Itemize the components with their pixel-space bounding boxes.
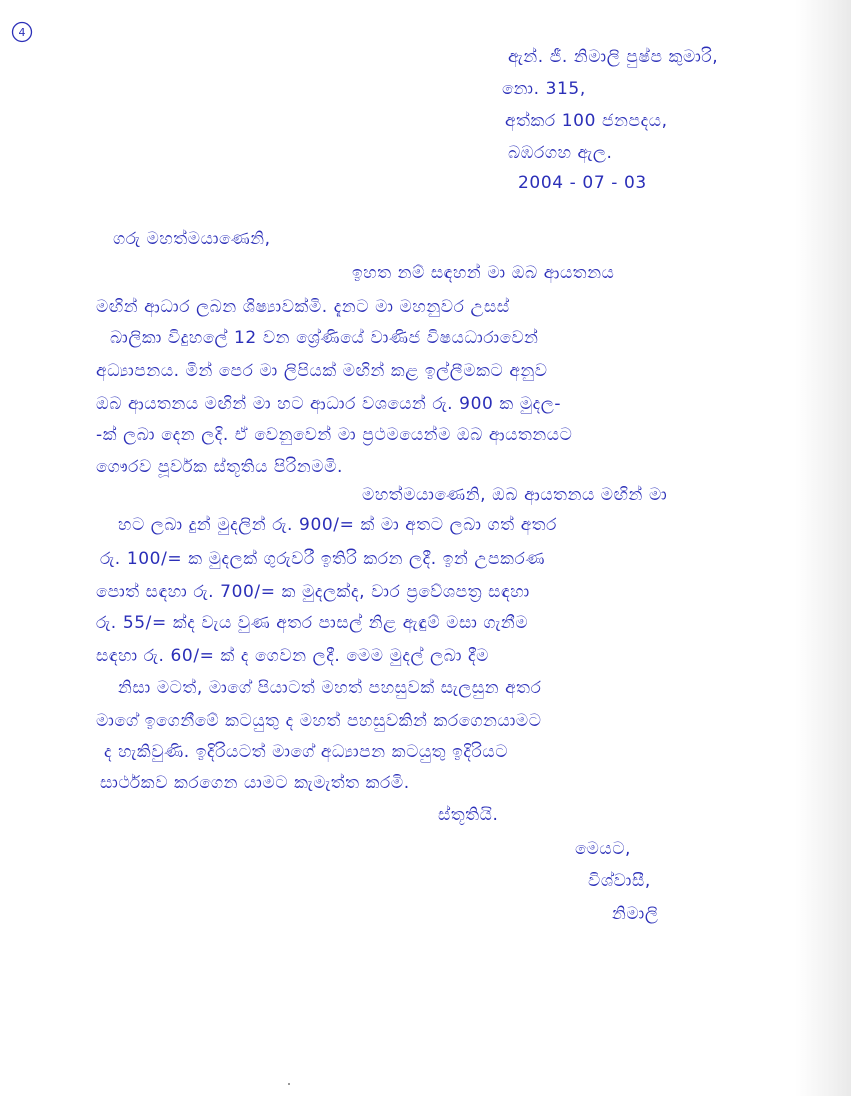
sender-village: අත්කර 100 ජනපදය,: [505, 111, 668, 131]
page-number: 4: [18, 26, 26, 39]
closing-line-1: මෙයට,: [575, 839, 632, 859]
paragraph-1-line: ඔබ ආයතනය මඟින් මා හට ආධාර වශයෙන් රු. 900 ක මුදල-: [96, 394, 562, 414]
signature: නිමාලි: [612, 904, 659, 924]
paragraph-2-line: මහත්මයාණෙනි, ඔබ ආයතනය මඟින් මා: [362, 485, 668, 505]
paragraph-2-line: රු. 55/= ක්ද වැය වුණ අතර පාසල් නිළ ඇඳුම් මසා ගැනීම: [96, 613, 529, 633]
scan-edge-shadow: [795, 0, 851, 1096]
paragraph-1-line: ඉහත නම් සඳහන් මා ඔබ ආයතනය: [352, 263, 615, 283]
sender-number: නො. 315,: [502, 79, 586, 99]
scan-speck: [288, 1083, 290, 1085]
thanks-line: ස්තූතියි.: [438, 805, 499, 825]
letter-date: 2004 - 07 - 03: [518, 173, 647, 193]
paragraph-1-line: බාලිකා විදුහලේ 12 වන ශ්‍රේණියේ වාණිජ විෂයධාරාවෙන්: [110, 328, 539, 348]
page-number-circle: [10, 20, 34, 44]
paragraph-2-line: ද හැකිවුණි. ඉදිරියටත් මාගේ අධ්‍යාපන කටයුතු ඉදිරියට: [104, 742, 509, 762]
paragraph-1-line: මඟින් ආධාර ලබන ශිෂ්‍යාවක්මි. දැනට මා මහනුවර උසස්: [96, 297, 510, 317]
closing-line-2: විශ්වාසී,: [588, 871, 651, 891]
paragraph-2-line: සාර්ථකව කරගෙන යාමට කැමැත්ත කරමි.: [100, 773, 410, 793]
paragraph-1-line: අධ්‍යාපනය. මින් පෙර මා ලිපියක් මඟින් කළ ඉල්ලීමකට අනුව: [96, 361, 548, 381]
paragraph-2-line: සඳහා රු. 60/= ක් ද ගෙවන ලදී. මෙම මුදල් ලබා දීම: [96, 646, 490, 666]
paragraph-2-line: නිසා මටත්, මාගේ පියාටත් මහත් පහසුවක් සැලසුන අතර: [118, 678, 542, 698]
paragraph-2-line: හට ලබා දුන් මුදලින් රු. 900/= ක් මා අතට ලබා ගත් අතර: [118, 515, 558, 535]
paragraph-2-line: පොත් සඳහා රු. 700/= ක මුදලක්ද, වාර ප්‍රවේශපත්‍ර සඳහා: [96, 582, 530, 602]
salutation: ගරු මහත්මයාණෙනි,: [113, 229, 271, 249]
paragraph-1-line: ගෞරව පූර්වක ස්තූතිය පිරිනමමි.: [96, 457, 343, 477]
sender-name: ඇන්. ජී. නිමාලි පුෂ්ප කුමාරි,: [508, 47, 719, 67]
sender-town: බඹරගහ ඇල.: [508, 143, 613, 163]
paragraph-1-line: -ක් ලබා දෙන ලදි. ඒ වෙනුවෙන් මා ප්‍රථමයෙන්ම ඔබ ආයතනයට: [96, 425, 573, 445]
paragraph-2-line: රු. 100/= ක මුදලක් ගුරුවරී ඉතිරි කරන ලදී. ඉන් උපකරණ: [100, 549, 546, 569]
paragraph-2-line: මාගේ ඉගෙනීමේ කටයුතු ද මහත් පහසුවකින් කරගෙනයාමට: [96, 711, 542, 731]
